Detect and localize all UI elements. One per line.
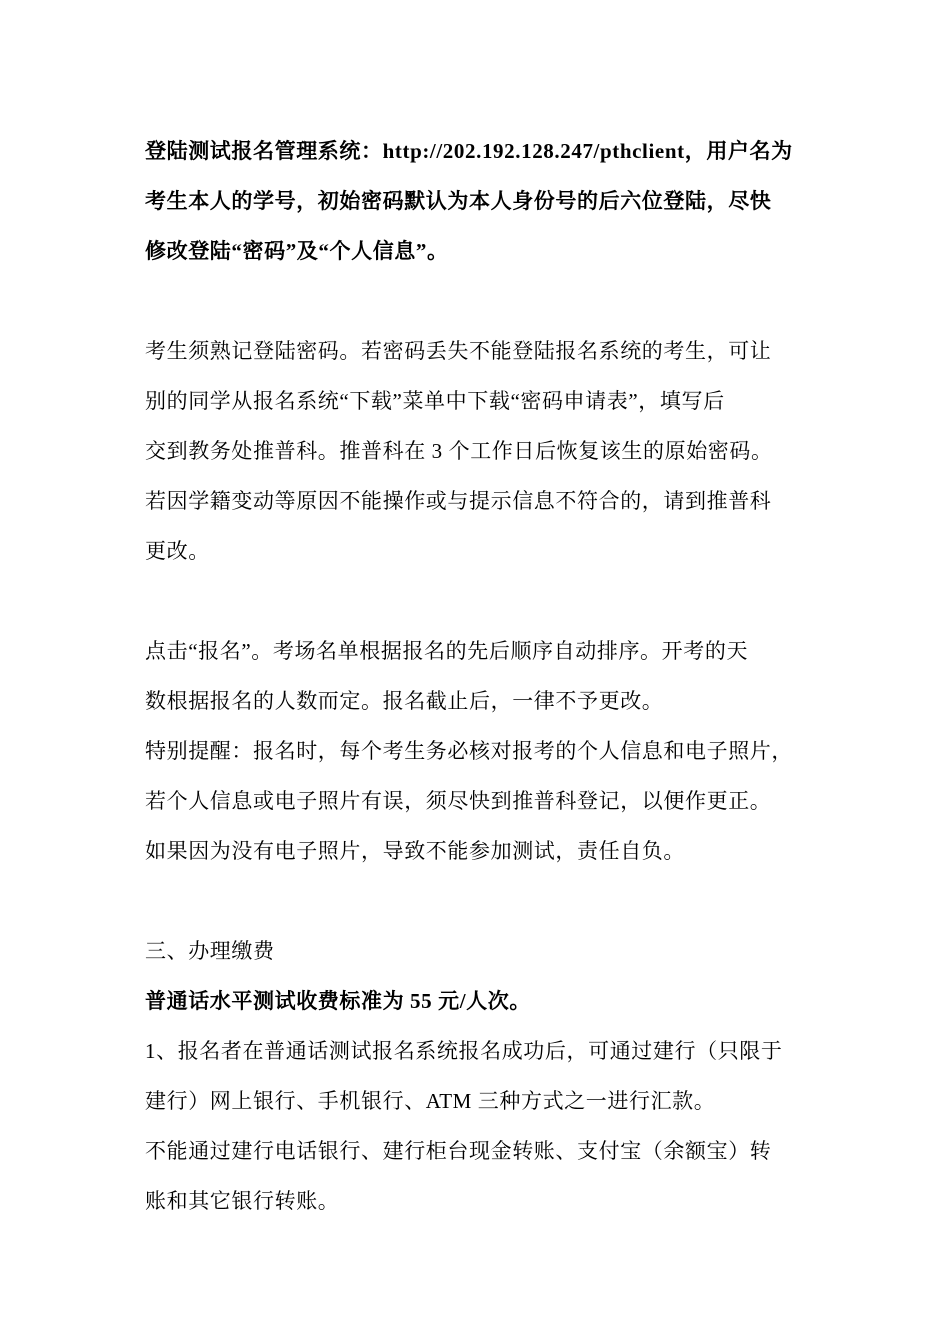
paragraph-line: 考生本人的学号，初始密码默认为本人身份号的后六位登陆，尽快 <box>145 189 772 213</box>
paragraph-line: 别的同学从报名系统“下载”菜单中下载“密码申请表”，填写后 <box>145 389 725 413</box>
paragraph-line: 不能通过建行电话银行、建行柜台现金转账、支付宝（余额宝）转 <box>145 1139 772 1163</box>
paragraph-line: 考生须熟记登陆密码。若密码丢失不能登陆报名系统的考生，可让 <box>145 339 772 363</box>
paragraph-line: 数根据报名的人数而定。报名截止后，一律不予更改。 <box>145 689 664 713</box>
fee-standard: 普通话水平测试收费标准为 55 元/人次。 <box>145 989 531 1013</box>
section-heading: 三、办理缴费 <box>145 939 275 963</box>
paragraph-line: 若因学籍变动等原因不能操作或与提示信息不符合的，请到推普科 <box>145 489 772 513</box>
paragraph-line: 交到教务处推普科。推普科在 3 个工作日后恢复该生的原始密码。 <box>145 439 773 463</box>
paragraph-line: 修改登陆“密码”及“个人信息”。 <box>145 239 449 263</box>
paragraph-line: 登陆测试报名管理系统：http://202.192.128.247/pthclient，用户名为 <box>145 139 793 163</box>
paragraph-line: 特别提醒：报名时，每个考生务必核对报考的个人信息和电子照片， <box>145 739 793 763</box>
paragraph-line: 点击“报名”。考场名单根据报名的先后顺序自动排序。开考的天 <box>145 639 749 663</box>
paragraph-line: 若个人信息或电子照片有误，须尽快到推普科登记，以便作更正。 <box>145 789 772 813</box>
paragraph-line: 如果因为没有电子照片，导致不能参加测试，责任自负。 <box>145 839 685 863</box>
paragraph-line: 建行）网上银行、手机银行、ATM 三种方式之一进行汇款。 <box>145 1089 716 1113</box>
paragraph-line: 1、报名者在普通话测试报名系统报名成功后，可通过建行（只限于 <box>145 1039 783 1063</box>
paragraph-line: 更改。 <box>145 539 210 563</box>
paragraph-line: 账和其它银行转账。 <box>145 1189 340 1213</box>
